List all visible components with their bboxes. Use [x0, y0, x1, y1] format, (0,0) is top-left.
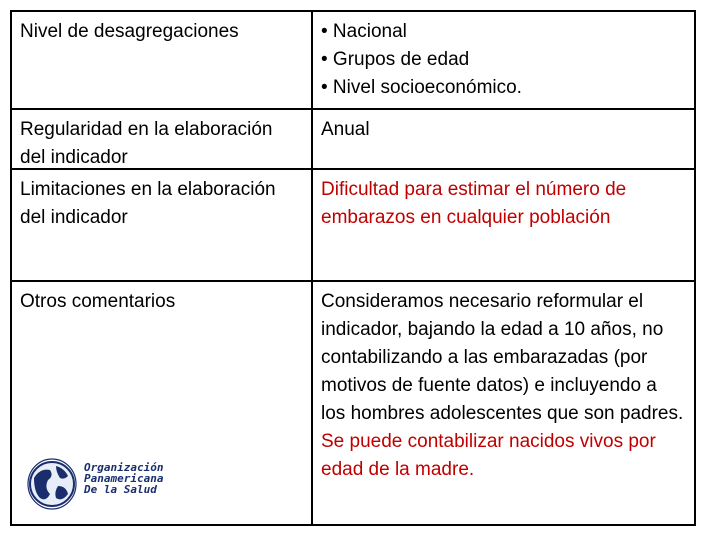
table-row-regularidad [12, 110, 694, 170]
label-cell [12, 282, 313, 524]
row-label: Nivel de desagregaciones [20, 21, 239, 42]
row-value: Anual [321, 119, 370, 140]
value-cell [313, 110, 694, 168]
row-value-note: Se puede contabilizar nacidos vivos por edad de la madre. [321, 431, 656, 480]
value-cell [313, 12, 694, 108]
value-cell [313, 282, 694, 524]
bullet-item: • Grupos de edad [321, 49, 470, 70]
logo-text [84, 462, 163, 495]
label-cell [12, 12, 313, 108]
row-label: Otros comentarios [20, 291, 176, 312]
logo-line: Panamericana [84, 472, 164, 485]
label-cell [12, 170, 313, 280]
indicator-table [10, 10, 696, 526]
globe-icon [26, 458, 78, 510]
row-label: Limitaciones en la elaboración del indicador [20, 179, 276, 228]
logo-line: Organización [84, 461, 164, 474]
row-value: Consideramos necesario reformular el indicador, bajando la edad a 10 años, no contabilizando a las embarazadas (por motivos de fuente datos) e incluyendo a los hombres adolescentes que son padres. [321, 291, 684, 424]
bullet-item: • Nacional [321, 21, 407, 42]
bullet-item: • Nivel socioeconómico. [321, 77, 522, 98]
table-row-desagregaciones [12, 12, 694, 110]
label-cell [12, 110, 313, 168]
logo-line: De la Salud [84, 483, 157, 496]
value-cell [313, 170, 694, 280]
ops-logo [26, 454, 176, 514]
row-value: Dificultad para estimar el número de embarazos en cualquier población [321, 179, 627, 228]
table-row-limitaciones [12, 170, 694, 282]
row-label: Regularidad en la elaboración del indicador [20, 119, 273, 168]
table-row-comentarios [12, 282, 694, 524]
